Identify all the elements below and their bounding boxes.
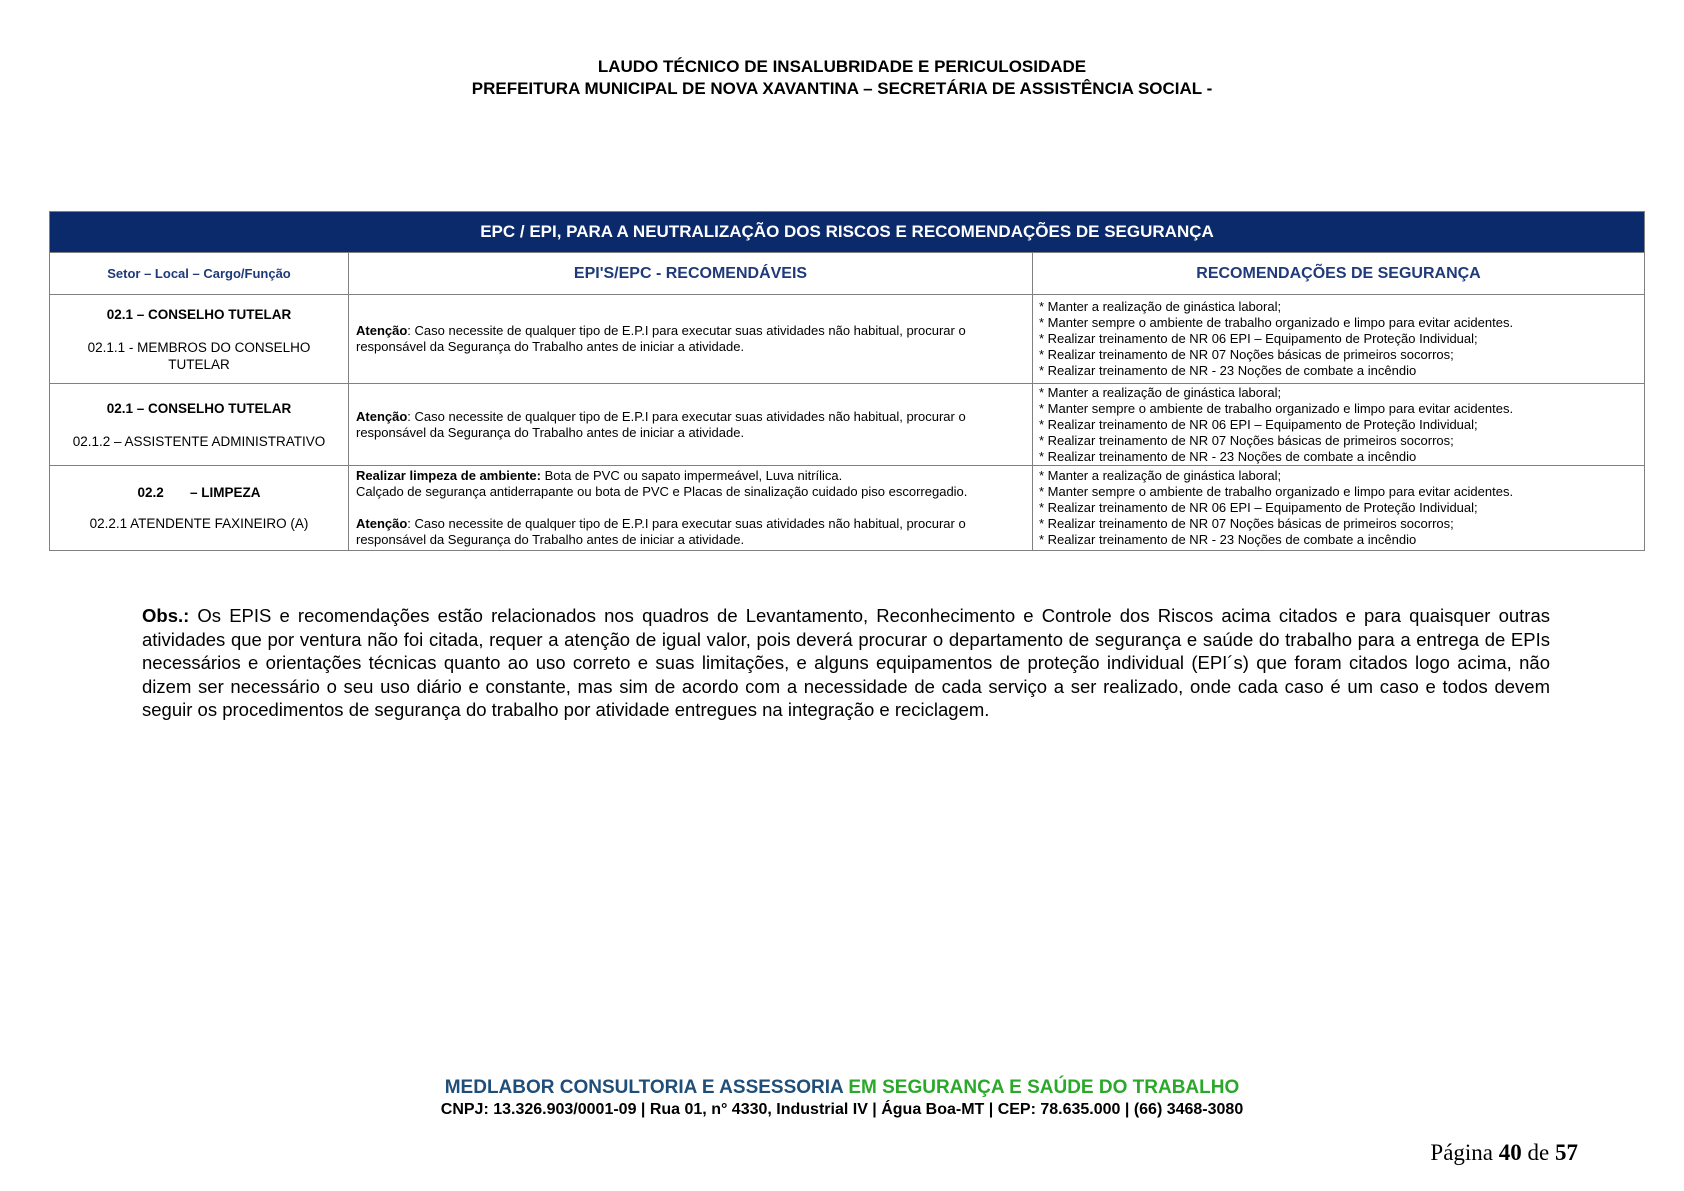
footer-company: [0, 1076, 1684, 1100]
attention-text: : Caso necessite de qualquer tipo de E.P.I para executar suas atividades não habitual, procurar o responsável da Segurança do Trabalho antes de iniciar a atividade.: [356, 408, 966, 440]
observation-label: Obs.:: [142, 605, 190, 626]
role-name: 02.1.1 - MEMBROS DO CONSELHO TUTELAR: [87, 339, 311, 372]
table-row: [50, 466, 1645, 551]
sector-code: 02.2: [137, 485, 164, 500]
table-row: [50, 384, 1645, 466]
footer-address: CNPJ: 13.326.903/0001-09 | Rua 01, n° 4330, Industrial IV | Água Boa-MT | CEP: 78.635.000 | (66) 3468-3080: [440, 1101, 1244, 1118]
page-total: 57: [1555, 1140, 1578, 1165]
sector-cell: [50, 295, 349, 384]
attention-label: Atenção: [356, 323, 408, 338]
epi-cell: [349, 384, 1033, 466]
attention-text: : Caso necessite de qualquer tipo de E.P.I para executar suas atividades não habitual, procurar o responsável da Segurança do Trabalho antes de iniciar a atividade.: [356, 323, 966, 354]
recommendation-item: * Realizar treinamento de NR 06 EPI – Equipamento de Proteção Individual;: [1039, 331, 1478, 346]
attention-text: : Caso necessite de qualquer tipo de E.P.I para executar suas atividades não habitual, procurar o responsável da Segurança do Trabalho antes de iniciar a atividade.: [356, 516, 966, 547]
role-name: 02.2.1 ATENDENTE FAXINEIRO (A): [89, 516, 309, 531]
recommendation-item: * Manter sempre o ambiente de trabalho organizado e limpo para evitar acidentes.: [1039, 484, 1514, 499]
sector-cell: [50, 466, 349, 551]
column-header-epi: EPI'S/EPC - RECOMENDÁVEIS: [349, 253, 1033, 295]
sector-name: 02.1 – CONSELHO TUTELAR: [106, 306, 292, 322]
column-header-recomendacoes: RECOMENDAÇÕES DE SEGURANÇA: [1033, 253, 1645, 295]
header-title: LAUDO TÉCNICO DE INSALUBRIDADE E PERICULOSIDADE: [597, 57, 1087, 76]
column-header-setor: Setor – Local – Cargo/Função: [50, 253, 349, 295]
footer-company-tagline: EM SEGURANÇA E SAÚDE DO TRABALHO: [843, 1077, 1240, 1098]
recommendation-item: * Realizar treinamento de NR 06 EPI – Equipamento de Proteção Individual;: [1039, 500, 1478, 515]
recommendation-item: * Realizar treinamento de NR - 23 Noções de combate a incêndio: [1039, 448, 1417, 464]
sector-label: – LIMPEZA: [190, 485, 261, 500]
sector-cell: [50, 384, 349, 466]
recommendation-item: * Realizar treinamento de NR 07 Noções básicas de primeiros socorros;: [1039, 347, 1454, 362]
table-row: [50, 295, 1645, 384]
recommendation-item: * Manter a realização de ginástica laboral;: [1039, 468, 1282, 483]
recommendation-item: * Manter sempre o ambiente de trabalho organizado e limpo para evitar acidentes.: [1039, 315, 1514, 330]
epi-recommendations-table: [49, 211, 1645, 551]
attention-label: Atenção: [356, 408, 408, 424]
cleaning-label: Realizar limpeza de ambiente:: [356, 468, 541, 483]
recommendation-item: * Manter a realização de ginástica laboral;: [1039, 299, 1282, 314]
recommendation-item: * Realizar treinamento de NR - 23 Noções de combate a incêndio: [1039, 532, 1417, 547]
sector-name: [56, 484, 342, 501]
table-title: EPC / EPI, PARA A NEUTRALIZAÇÃO DOS RISCOS E RECOMENDAÇÕES DE SEGURANÇA: [50, 212, 1645, 253]
page-current: 40: [1498, 1140, 1522, 1165]
page-middle: de: [1521, 1140, 1555, 1165]
page-prefix: Página: [1430, 1140, 1499, 1165]
recommendations-cell: [1033, 466, 1645, 551]
recommendation-item: * Manter a realização de ginástica laboral;: [1039, 384, 1282, 400]
recommendation-item: * Realizar treinamento de NR - 23 Noções de combate a incêndio: [1039, 363, 1417, 378]
observation-text: Os EPIS e recomendações estão relacionados nos quadros de Levantamento, Reconhecimento e Controle dos Riscos acima citados e para quaisquer outras atividades que por ventura não foi citada, requer a atenção de igual valor, pois deverá procurar o departamento de segurança e saúde do trabalho para a entrega de EPIs necessários e orientações técnicas quanto ao uso correto e suas limitações, e alguns equipamentos de proteção individual (EPI´s) que foram citados logo acima, não dizem ser necessário o seu uso diário e constante, mas sim de acordo com a necessidade de cada serviço a ser realizado, onde cada caso é um caso e todos devem seguir os procedimentos de segurança do trabalho por atividade entregues na integração e reciclagem.: [142, 605, 1550, 720]
document-footer: [0, 1076, 1684, 1120]
attention-label: Atenção: [356, 516, 408, 531]
cleaning-line-2: Calçado de segurança antiderrapante ou bota de PVC e Placas de sinalização cuidado piso escorregadio.: [356, 484, 968, 499]
page-number: [1430, 1140, 1578, 1166]
sector-name: 02.1 – CONSELHO TUTELAR: [106, 400, 292, 416]
recommendation-item: * Realizar treinamento de NR 07 Noções básicas de primeiros socorros;: [1039, 516, 1454, 531]
recommendation-item: * Realizar treinamento de NR 07 Noções básicas de primeiros socorros;: [1039, 432, 1454, 448]
role-name: 02.1.2 – ASSISTENTE ADMINISTRATIVO: [72, 433, 326, 449]
document-header: [0, 56, 1684, 100]
recommendations-cell: [1033, 384, 1645, 466]
epi-cell: [349, 295, 1033, 384]
epi-cell: [349, 466, 1033, 551]
recommendation-item: * Realizar treinamento de NR 06 EPI – Equipamento de Proteção Individual;: [1039, 416, 1478, 432]
recommendation-item: * Manter sempre o ambiente de trabalho organizado e limpo para evitar acidentes.: [1039, 400, 1514, 416]
footer-company-name: MEDLABOR CONSULTORIA E ASSESSORIA: [444, 1077, 844, 1098]
cleaning-text: Bota de PVC ou sapato impermeável, Luva nitrílica.: [540, 468, 843, 483]
header-subtitle: PREFEITURA MUNICIPAL DE NOVA XAVANTINA – SECRETÁRIA DE ASSISTÊNCIA SOCIAL -: [471, 79, 1213, 98]
observation-paragraph: [142, 604, 1550, 722]
recommendations-cell: [1033, 295, 1645, 384]
